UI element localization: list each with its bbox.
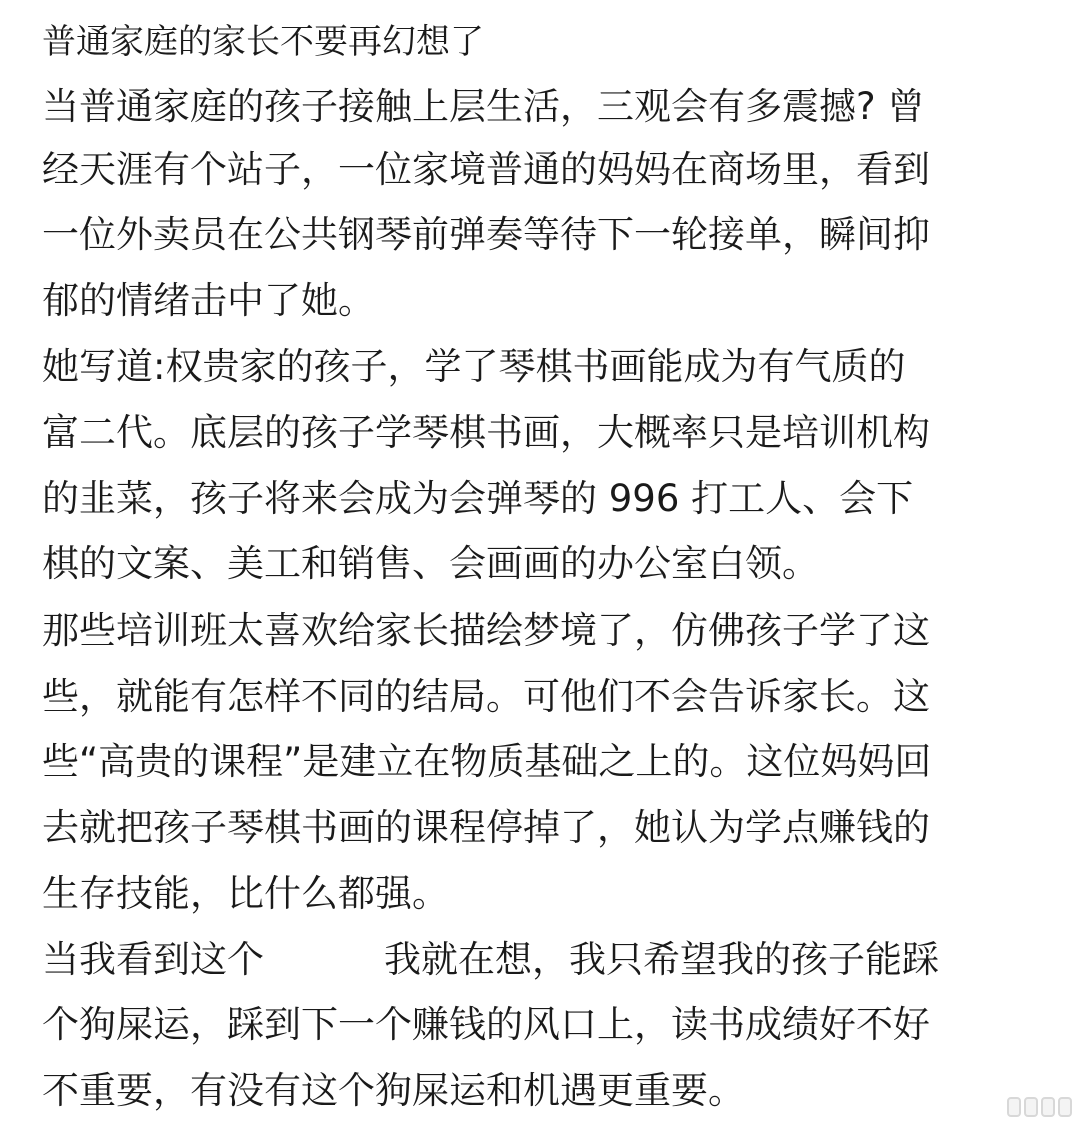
text-line-7: 的韭菜，孩子将来会成为会弹琴的 996 打工人、会下 xyxy=(42,477,914,520)
text-line-14-start: 当我看到这个 xyxy=(42,938,264,981)
text-line-6: 富二代。底层的孩子学琴棋书画，大概率只是培训机构 xyxy=(42,411,930,454)
text-line-14 xyxy=(42,938,939,982)
text-line-12: 去就把孩子琴棋书画的课程停掉了，她认为学点赚钱的 xyxy=(42,806,930,849)
text-line-1: 当普通家庭的孩子接触上层生活，三观会有多震撼? 曾 xyxy=(42,85,925,128)
watermark-mark xyxy=(1058,1097,1072,1117)
text-line-3: 一位外卖员在公共钢琴前弹奏等待下一轮接单，瞬间抑 xyxy=(42,213,930,256)
watermark-mark xyxy=(1024,1097,1038,1117)
text-line-2: 经天涯有个站子，一位家境普通的妈妈在商场里，看到 xyxy=(42,148,930,191)
watermark xyxy=(986,1094,1072,1120)
text-line-4: 郁的情绪击中了她。 xyxy=(42,279,375,322)
text-line-5: 她写道:权贵家的孩子，学了琴棋书画能成为有气质的 xyxy=(42,345,906,388)
text-line-14-end: 我就在想，我只希望我的孩子能踩 xyxy=(384,938,939,981)
text-line-9: 那些培训班太喜欢给家长描绘梦境了，仿佛孩子学了这 xyxy=(42,609,930,652)
text-line-8: 棋的文案、美工和销售、会画画的办公室白领。 xyxy=(42,542,819,585)
text-line-16: 不重要，有没有这个狗屎运和机遇更重要。 xyxy=(42,1069,745,1112)
watermark-mark xyxy=(1041,1097,1055,1117)
text-line-11: 些“高贵的课程”是建立在物质基础之上的。这位妈妈回 xyxy=(42,740,932,783)
watermark-mark xyxy=(1007,1097,1021,1117)
text-line-10: 些，就能有怎样不同的结局。可他们不会告诉家长。这 xyxy=(42,675,930,718)
text-line-13: 生存技能，比什么都强。 xyxy=(42,872,449,915)
post-title: 普通家庭的家长不要再幻想了 xyxy=(42,22,484,62)
text-line-15: 个狗屎运，踩到下一个赚钱的风口上，读书成绩好不好 xyxy=(42,1003,930,1046)
